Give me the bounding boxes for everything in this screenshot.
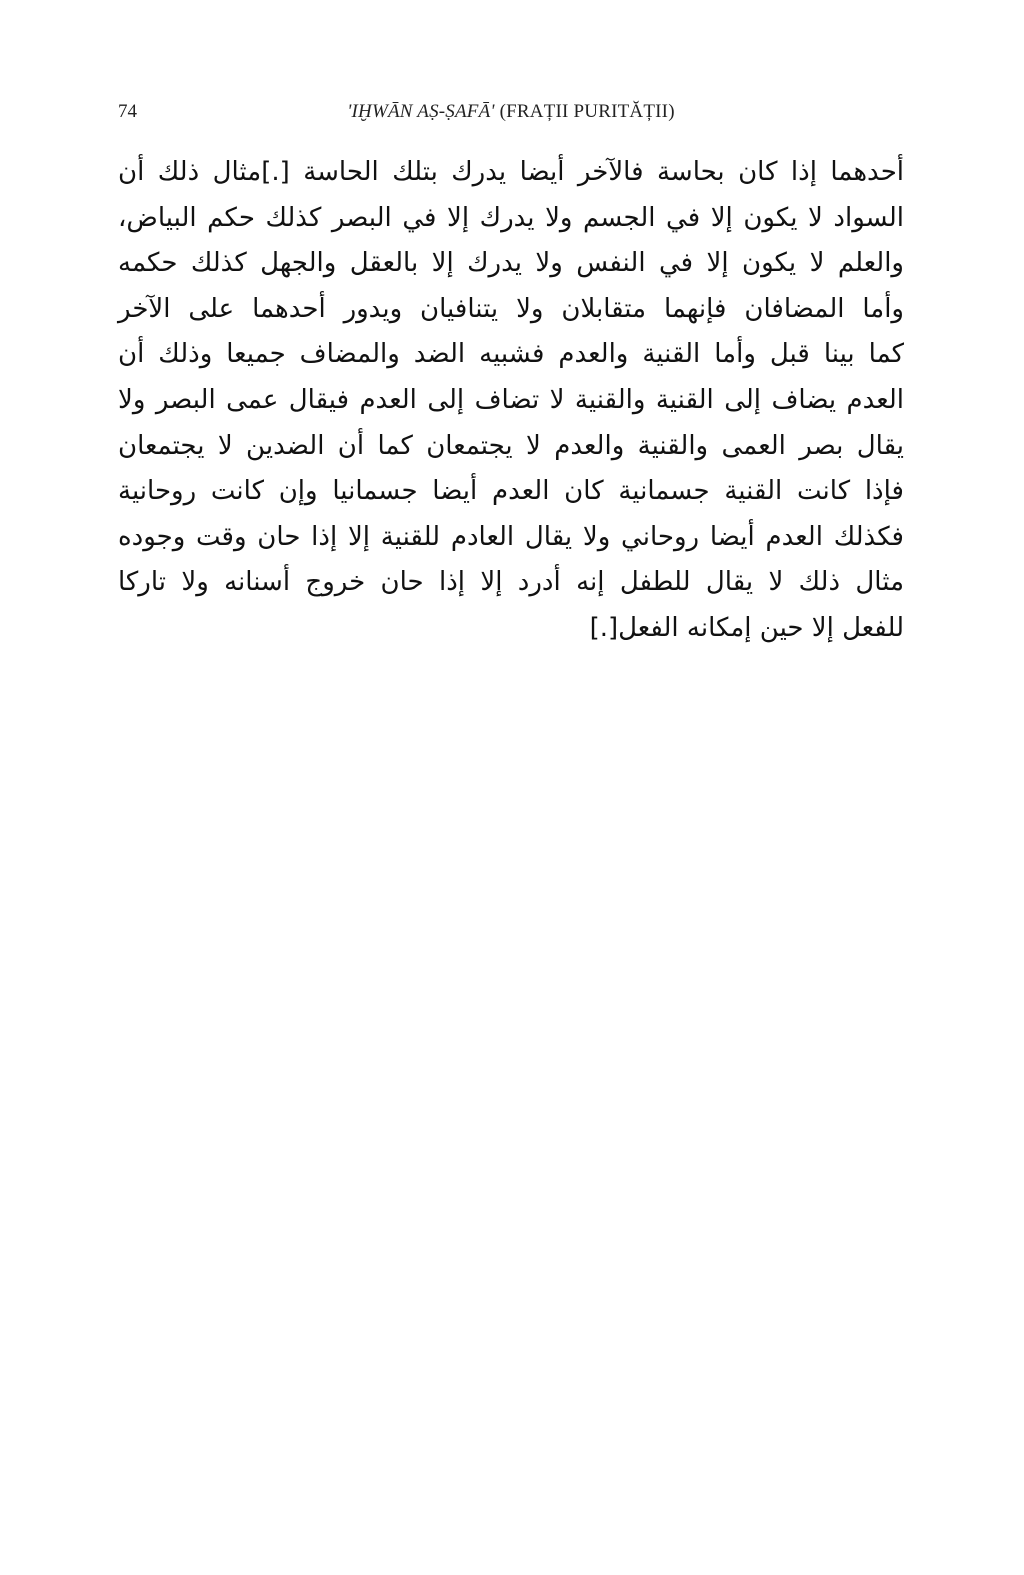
text-line-4: وأما المضافان فإنهما متقابلان ولا يتنافيان ويدور أحدهما على الآخر [118,293,904,324]
running-title-roman: (FRAȚII PURITĂȚII) [494,101,675,122]
text-line-9: فكذلك العدم أيضا روحاني ولا يقال العادم للقنية إلا إذا حان وقت وجوده [118,521,904,552]
running-header [118,95,904,129]
text-line-8: فإذا كانت القنية جسمانية كان العدم أيضا جسمانيا وإن كانت روحانية [118,476,904,507]
text-line-6: العدم يضاف إلى القنية والقنية لا تضاف إلى العدم فيقال عمى البصر ولا [118,384,904,415]
running-title [118,101,904,123]
page-number: 74 [118,101,137,122]
text-line-2: السواد لا يكون إلا في الجسم ولا يدرك إلا في البصر كذلك حكم البياض، [118,202,904,233]
text-line-3: والعلم لا يكون إلا في النفس ولا يدرك إلا بالعقل والجهل كذلك حكمه [118,248,904,279]
text-line-10: مثال ذلك لا يقال للطفل إنه أدرد إلا إذا حان خروج أسنانه ولا تاركا [118,567,904,598]
text-line-1: أحدهما إذا كان بحاسة فالآخر أيضا يدرك بتلك الحاسة [.]مثال ذلك أن [118,157,904,187]
running-title-italic: 'IḪWĀN AṢ-ṢAFĀ' [347,101,495,122]
text-line-11: للفعل إلا حين إمكانه الفعل[.] [589,612,904,643]
text-line-5: كما بينا قبل وأما القنية والعدم فشبيه الضد والمضاف جميعا وذلك أن [118,339,904,370]
arabic-body-text [118,150,904,652]
text-line-7: يقال بصر العمى والقنية والعدم لا يجتمعان كما أن الضدين لا يجتمعان [118,430,904,461]
